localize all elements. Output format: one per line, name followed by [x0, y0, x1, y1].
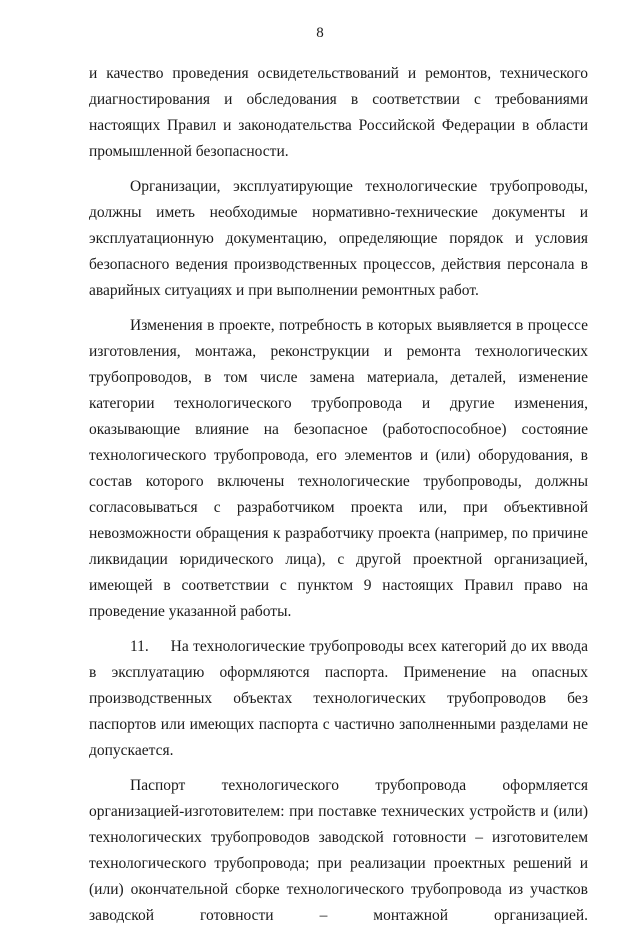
paragraph-passport: Паспорт технологического трубопровода оформляется организацией-изготовителем: при поставке технических устройств и (или) технологических трубопроводов заводской готовности – изготовителем технологического трубопровода; при реализации проектных решений и (или) окончательной сборке технологического трубопровода из участков заводской готовности – монтажной организацией.	[89, 777, 588, 924]
paragraph-project-changes: Изменения в проекте, потребность в которых выявляется в процессе изготовления, монтажа, реконструкции и ремонта технологических трубопроводов, в том числе замена материала, деталей, изменение категории технологического трубопровода и другие изменения, оказывающие влияние на безопасное (работоспособное) состояние технологического трубопровода, его элементов и (или) оборудования, в состав которого включены технологические трубопроводы, должны согласовываться с разработчиком проекта или, при объективной невозможности обращения к разработчику проекта (например, по причине ликвидации юридического лица), с другой проектной организацией, имеющей в соответствии с пунктом 9 настоящих Правил право на проведение указанной работы.	[89, 317, 588, 620]
paragraph-organizations: Организации, эксплуатирующие технологические трубопроводы, должны иметь необходимые нормативно-технические документы и эксплуатационную документацию, определяющие порядок и условия безопасного ведения производственных процессов, действия персонала в аварийных ситуациях и при выполнении ремонтных работ.	[89, 178, 588, 299]
paragraph-item-11: 11. На технологические трубопроводы всех категорий до их ввода в эксплуатацию оформляются паспорта. Применение на опасных производственных объектах технологических трубопроводов без паспортов или имеющих паспорта с частично заполненными разделами не допускается.	[89, 638, 588, 759]
page-number: 8	[316, 25, 324, 41]
paragraph-continuation: и качество проведения освидетельствований и ремонтов, технического диагностирования и обследования в соответствии с требованиями настоящих Правил и законодательства Российской Федерации в области промышленной безопасности.	[89, 65, 588, 160]
document-body	[89, 61, 588, 929]
